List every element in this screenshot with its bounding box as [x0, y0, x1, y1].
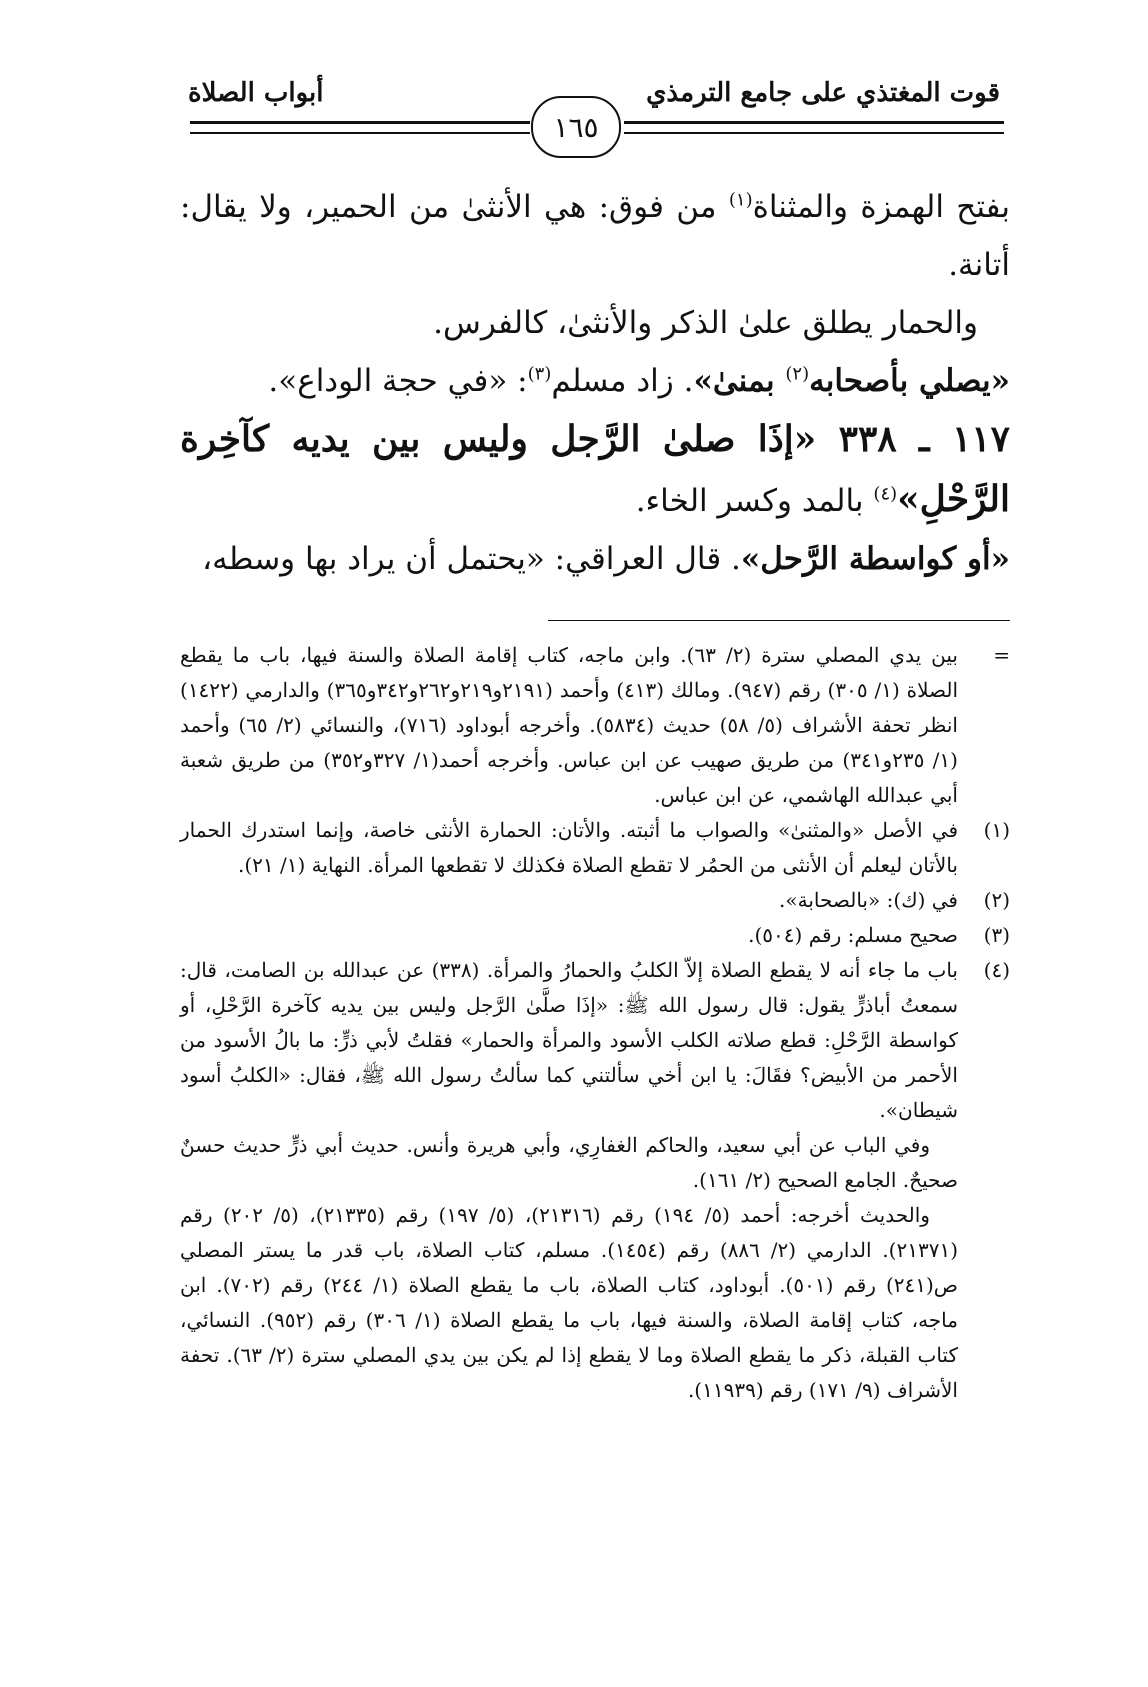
footnote-ref-1: (١) [728, 189, 753, 211]
footnote-separator [548, 620, 1010, 621]
footnote-3: (٣) صحيح مسلم: رقم (٥٠٤). [748, 923, 1010, 947]
footnote-ref-3: (٣) [527, 363, 552, 385]
footnotes [180, 638, 1010, 1408]
hadith-heading: ١١٧ ـ ٣٣٨ «إذَا صلىٰ الرَّجل وليس بين يديه كآخِرة الرَّحْلِ»$^{(٤)}$ بالمد وكسر الخاء. [180, 418, 1010, 520]
footnote-4-paragraph-2: وفي الباب عن أبي سعيد، والحاكم الغفارِي، وأبي هريرة وأنس. حديث أبي ذرٍّ حديث حسنٌ صحيحٌ. الجامع الصحيح (٢/ ١٦١). [180, 1133, 958, 1192]
running-header-section-title: أبواب الصلاة [188, 78, 324, 108]
footnote-ref-4: (٤) [873, 483, 898, 505]
paragraph-5: «أو كواسطة الرَّحل». قال العراقي: «يحتمل أن يراد بها وسطه، [202, 541, 1010, 577]
paragraph-2: والحمار يطلق علىٰ الذكر والأنثىٰ، كالفرس. [433, 305, 978, 341]
paragraph-1: بفتح الهمزة والمثناة$^{(١)}$ من فوق: هي الأنثىٰ من الحمير، ولا يقال: أتانة. [180, 189, 1010, 283]
footnote-4: (٤) باب ما جاء أنه لا يقطع الصلاة إلاّ الكلبُ والحمارُ والمرأة. (٣٣٨) عن عبدالله بن الصامت، قال: سمعتُ أباذرٍّ يقول: قال رسول الله ﷺ: «إذَا صلَّىٰ الرَّجل وليس بين يديه كآخرة الرَّحْلِ، أو كواسطة الرَّحْلِ: قطع صلاته الكلب الأسود والمرأة والحمار» فقلتُ لأبي ذرٍّ: ما بالُ الأسود من الأحمر من الأبيض؟ فقَالَ: يا ابن أخي سألتني كما سألتُ رسول الله ﷺ، فقال: «الكلبُ أسود شيطان». [180, 958, 1010, 1122]
footnote-2: (٢) في (ك): «بالصحابة». [779, 888, 1010, 912]
paragraph-3: «يصلي بأصحابه$^{(٢)}$ بمنىٰ». زاد مسلم$^{(٣)}$: «في حجة الوداع». [268, 363, 1010, 399]
running-header-book-title: قوت المغتذي على جامع الترمذي [646, 78, 1000, 108]
header-rule-left [190, 121, 530, 134]
footnote-4-paragraph-3: والحديث أخرجه: أحمد (٥/ ١٩٤) رقم (٢١٣١٦)، (٥/ ١٩٧) رقم (٢١٣٣٥)، (٥/ ٢٠٢) رقم (٢١٣٧١). الدارمي (٢/ ٨٨٦) رقم (١٤٥٤). مسلم، كتاب الصلاة، باب قدر ما يستر المصلي ص(٢٤١) رقم (٥٠١). أبوداود، كتاب الصلاة، باب ما يقطع الصلاة (١/ ٢٤٤) رقم (٧٠٢). ابن ماجه، كتاب إقامة الصلاة، والسنة فيها، باب ما يقطع الصلاة (١/ ٣٠٦) رقم (٩٥٢). النسائي، كتاب القبلة، ذكر ما يقطع الصلاة وما لا يقطع إذا لم يكن بين يدي المصلي سترة (٢/ ٦٣). تحفة الأشراف (٩/ ١٧١) رقم (١١٩٣٩). [180, 1203, 958, 1402]
footnote-ref-2: (٢) [785, 363, 810, 385]
footnote-continuation: = بين يدي المصلي سترة (٢/ ٦٣). وابن ماجه، كتاب إقامة الصلاة والسنة فيها، باب ما يقطع الصلاة (١/ ٣٠٥) رقم (٩٤٧). ومالك (٤١٣) وأحمد (٢١٩١و٢١٩و٢٦٢و٣٤٢و٣٦٥) والدارمي (١٤٢٢) انظر تحفة الأشراف (٥/ ٥٨) حديث (٥٨٣٤). وأخرجه أبوداود (٧١٦)، والنسائي (٢/ ٦٥) وأحمد (١/ ٢٣٥و٣٤١) من طريق صهيب عن ابن عباس. وأخرجه أحمد(١/ ٣٢٧و٣٥٢) من طريق شعبة أبي عبدالله الهاشمي، عن ابن عباس. [180, 643, 1010, 807]
page-number: ١٦٥ [531, 96, 621, 158]
main-text [180, 178, 1010, 588]
footnote-1: (١) في الأصل «والمثنىٰ» والصواب ما أثبته. والأتان: الحمارة الأنثى خاصة، وإنما استدرك الحمار بالأتان ليعلم أن الأنثى من الحمُر لا تقطع الصلاة فكذلك لا تقطعها المرأة. النهاية (١/ ٢١). [180, 818, 1010, 877]
header-rule-right [624, 121, 1004, 134]
